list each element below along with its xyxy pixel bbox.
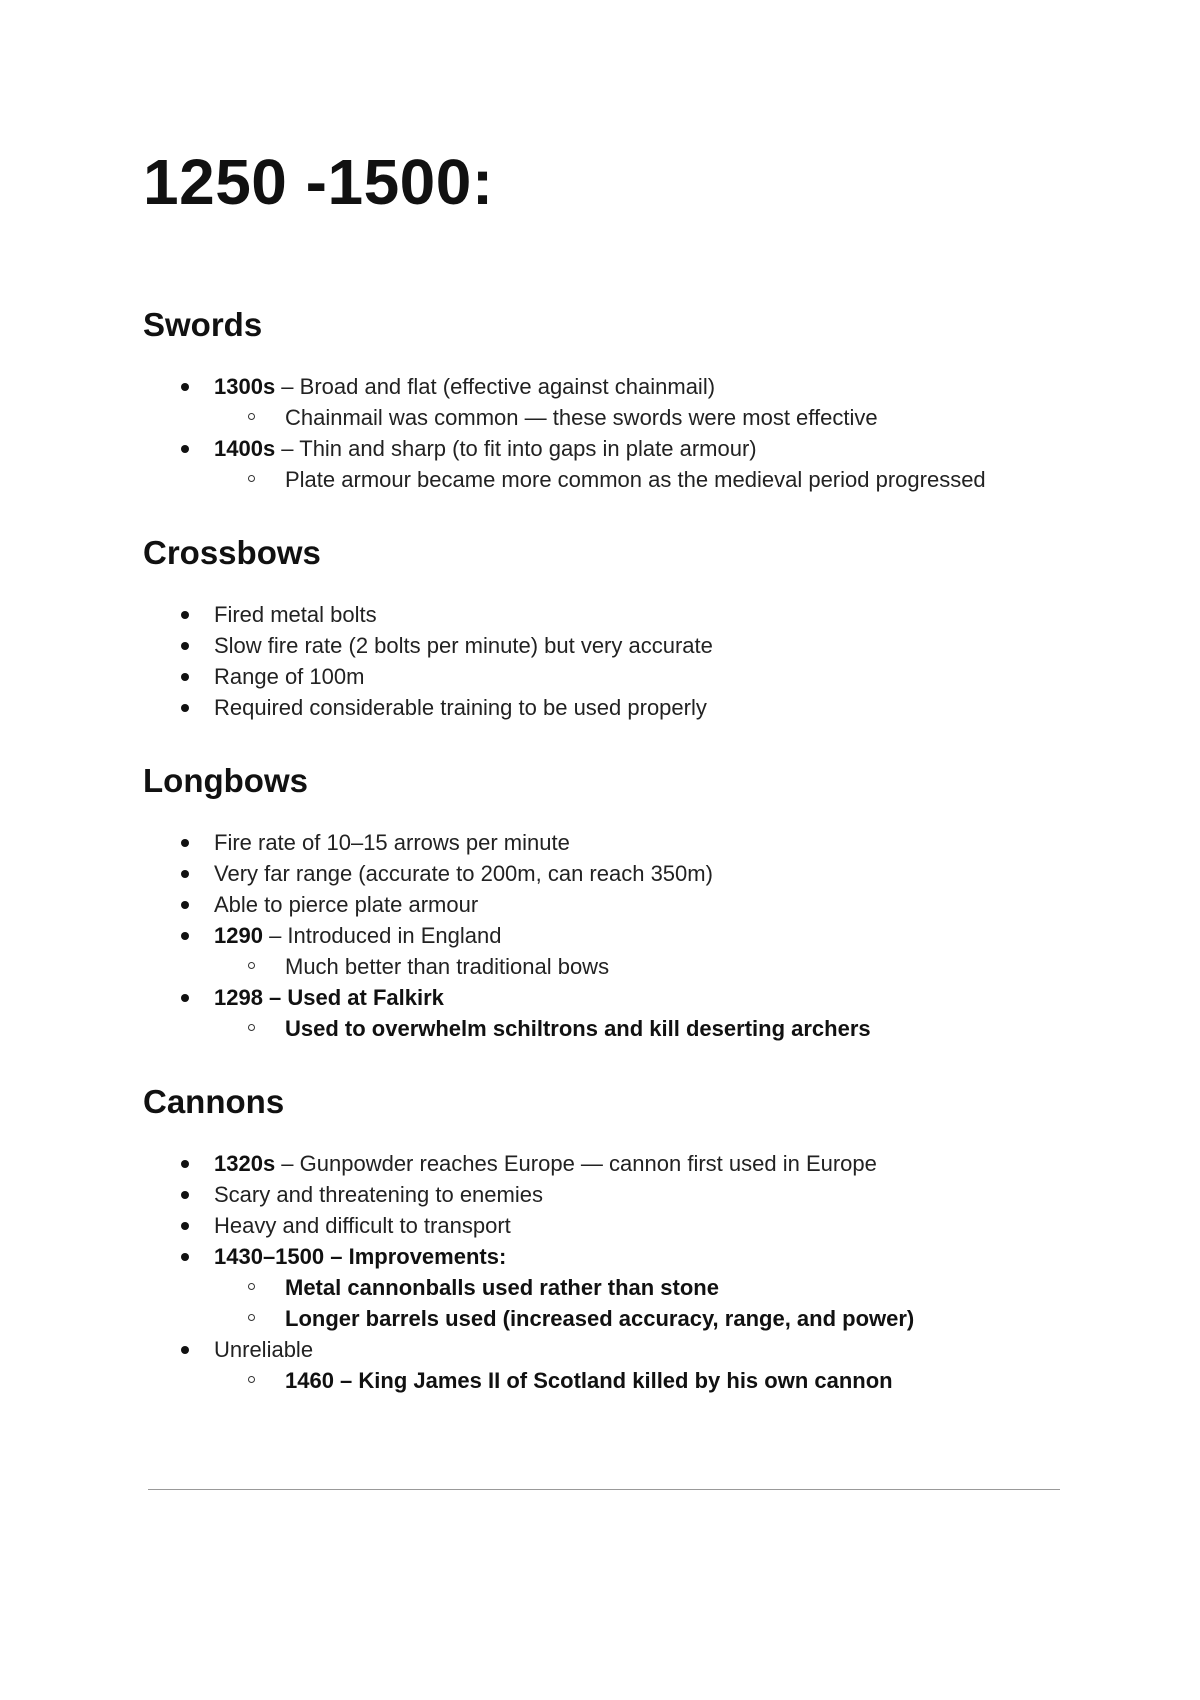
sub-list-item [214, 1272, 1063, 1303]
bullet-icon [181, 1160, 189, 1168]
item-text: Range of 100m [214, 664, 365, 689]
sub-item-text: 1460 – King James II of Scotland killed by his own cannon [285, 1368, 893, 1393]
crossbows-list [143, 599, 1063, 723]
sub-item-text: Longer barrels used (increased accuracy, range, and power) [285, 1306, 915, 1331]
sub-list [214, 1013, 1063, 1044]
item-text: 1298 – Used at Falkirk [214, 985, 444, 1010]
bullet-icon [181, 1346, 189, 1354]
list-item [143, 827, 1063, 858]
sub-list [214, 1365, 1063, 1396]
hollow-bullet-icon [248, 413, 255, 420]
item-text: – Broad and flat (effective against chainmail) [275, 374, 716, 399]
item-text: – Gunpowder reaches Europe — cannon first used in Europe [275, 1151, 877, 1176]
bullet-icon [181, 1253, 189, 1261]
list-item [143, 1210, 1063, 1241]
section-heading-crossbows: Crossbows [143, 534, 321, 571]
bullet-icon [181, 901, 189, 909]
item-text: Heavy and difficult to transport [214, 1213, 511, 1238]
hollow-bullet-icon [248, 1376, 255, 1383]
list-item [143, 1179, 1063, 1210]
bullet-icon [181, 1191, 189, 1199]
sub-item-text: Metal cannonballs used rather than stone [285, 1275, 719, 1300]
item-text: Scary and threatening to enemies [214, 1182, 543, 1207]
bullet-icon [181, 839, 189, 847]
bullet-icon [181, 445, 189, 453]
list-item [143, 889, 1063, 920]
list-item [143, 1334, 1063, 1396]
sub-item-text: Chainmail was common — these swords were most effective [285, 405, 878, 430]
list-item [143, 982, 1063, 1044]
list-item [143, 1148, 1063, 1179]
sub-list-item [214, 1303, 1063, 1334]
sub-list-item [214, 1013, 1063, 1044]
sub-list [214, 464, 1063, 495]
item-text: – Introduced in England [262, 923, 502, 948]
item-text: – Thin and sharp (to fit into gaps in plate armour) [275, 436, 757, 461]
hollow-bullet-icon [248, 962, 255, 969]
item-text: Unreliable [214, 1337, 314, 1362]
bullet-icon [181, 1222, 189, 1230]
bullet-icon [181, 642, 189, 650]
cannons-list [143, 1148, 1063, 1396]
sub-item-text: Used to overwhelm schiltrons and kill deserting archers [285, 1016, 871, 1041]
swords-list [143, 371, 1063, 495]
item-text: Able to pierce plate armour [214, 892, 479, 917]
bullet-icon [181, 673, 189, 681]
list-item [143, 858, 1063, 889]
sub-item-text: Much better than traditional bows [285, 954, 610, 979]
section-heading-longbows: Longbows [143, 762, 308, 799]
item-text: Required considerable training to be used properly [214, 695, 707, 720]
bullet-icon [181, 383, 189, 391]
item-text: 1430–1500 – Improvements: [214, 1244, 507, 1269]
hollow-bullet-icon [248, 475, 255, 482]
page-title: 1250 -1500: [143, 146, 494, 218]
hollow-bullet-icon [248, 1024, 255, 1031]
item-text: Very far range (accurate to 200m, can reach 350m) [214, 861, 713, 886]
date-label: 1320s [214, 1151, 276, 1176]
date-label: 1300s [214, 374, 276, 399]
list-item [143, 661, 1063, 692]
section-longbows [143, 764, 1063, 1044]
date-label: 1290 [214, 923, 263, 948]
bullet-icon [181, 870, 189, 878]
longbows-list [143, 827, 1063, 1044]
date-label: 1400s [214, 436, 276, 461]
sub-list [214, 1272, 1063, 1334]
list-item [143, 599, 1063, 630]
list-item [143, 1241, 1063, 1334]
bullet-icon [181, 704, 189, 712]
section-heading-cannons: Cannons [143, 1083, 285, 1120]
document-page [143, 146, 1063, 1396]
hollow-bullet-icon [248, 1283, 255, 1290]
item-text: Fire rate of 10–15 arrows per minute [214, 830, 570, 855]
bullet-icon [181, 611, 189, 619]
sub-list-item [214, 1365, 1063, 1396]
sub-item-text: Plate armour became more common as the medieval period progressed [285, 467, 986, 492]
section-swords [143, 308, 1063, 495]
item-text: Slow fire rate (2 bolts per minute) but very accurate [214, 633, 713, 658]
sub-list-item [214, 402, 1063, 433]
sub-list [214, 402, 1063, 433]
section-cannons [143, 1085, 1063, 1396]
list-item [143, 371, 1063, 433]
hollow-bullet-icon [248, 1314, 255, 1321]
horizontal-divider [148, 1489, 1060, 1490]
section-heading-swords: Swords [143, 306, 263, 343]
list-item [143, 692, 1063, 723]
sub-list [214, 951, 1063, 982]
section-crossbows [143, 536, 1063, 723]
list-item [143, 630, 1063, 661]
bullet-icon [181, 932, 189, 940]
list-item [143, 920, 1063, 982]
list-item [143, 433, 1063, 495]
sub-list-item [214, 464, 1063, 495]
sub-list-item [214, 951, 1063, 982]
item-text: Fired metal bolts [214, 602, 377, 627]
bullet-icon [181, 994, 189, 1002]
